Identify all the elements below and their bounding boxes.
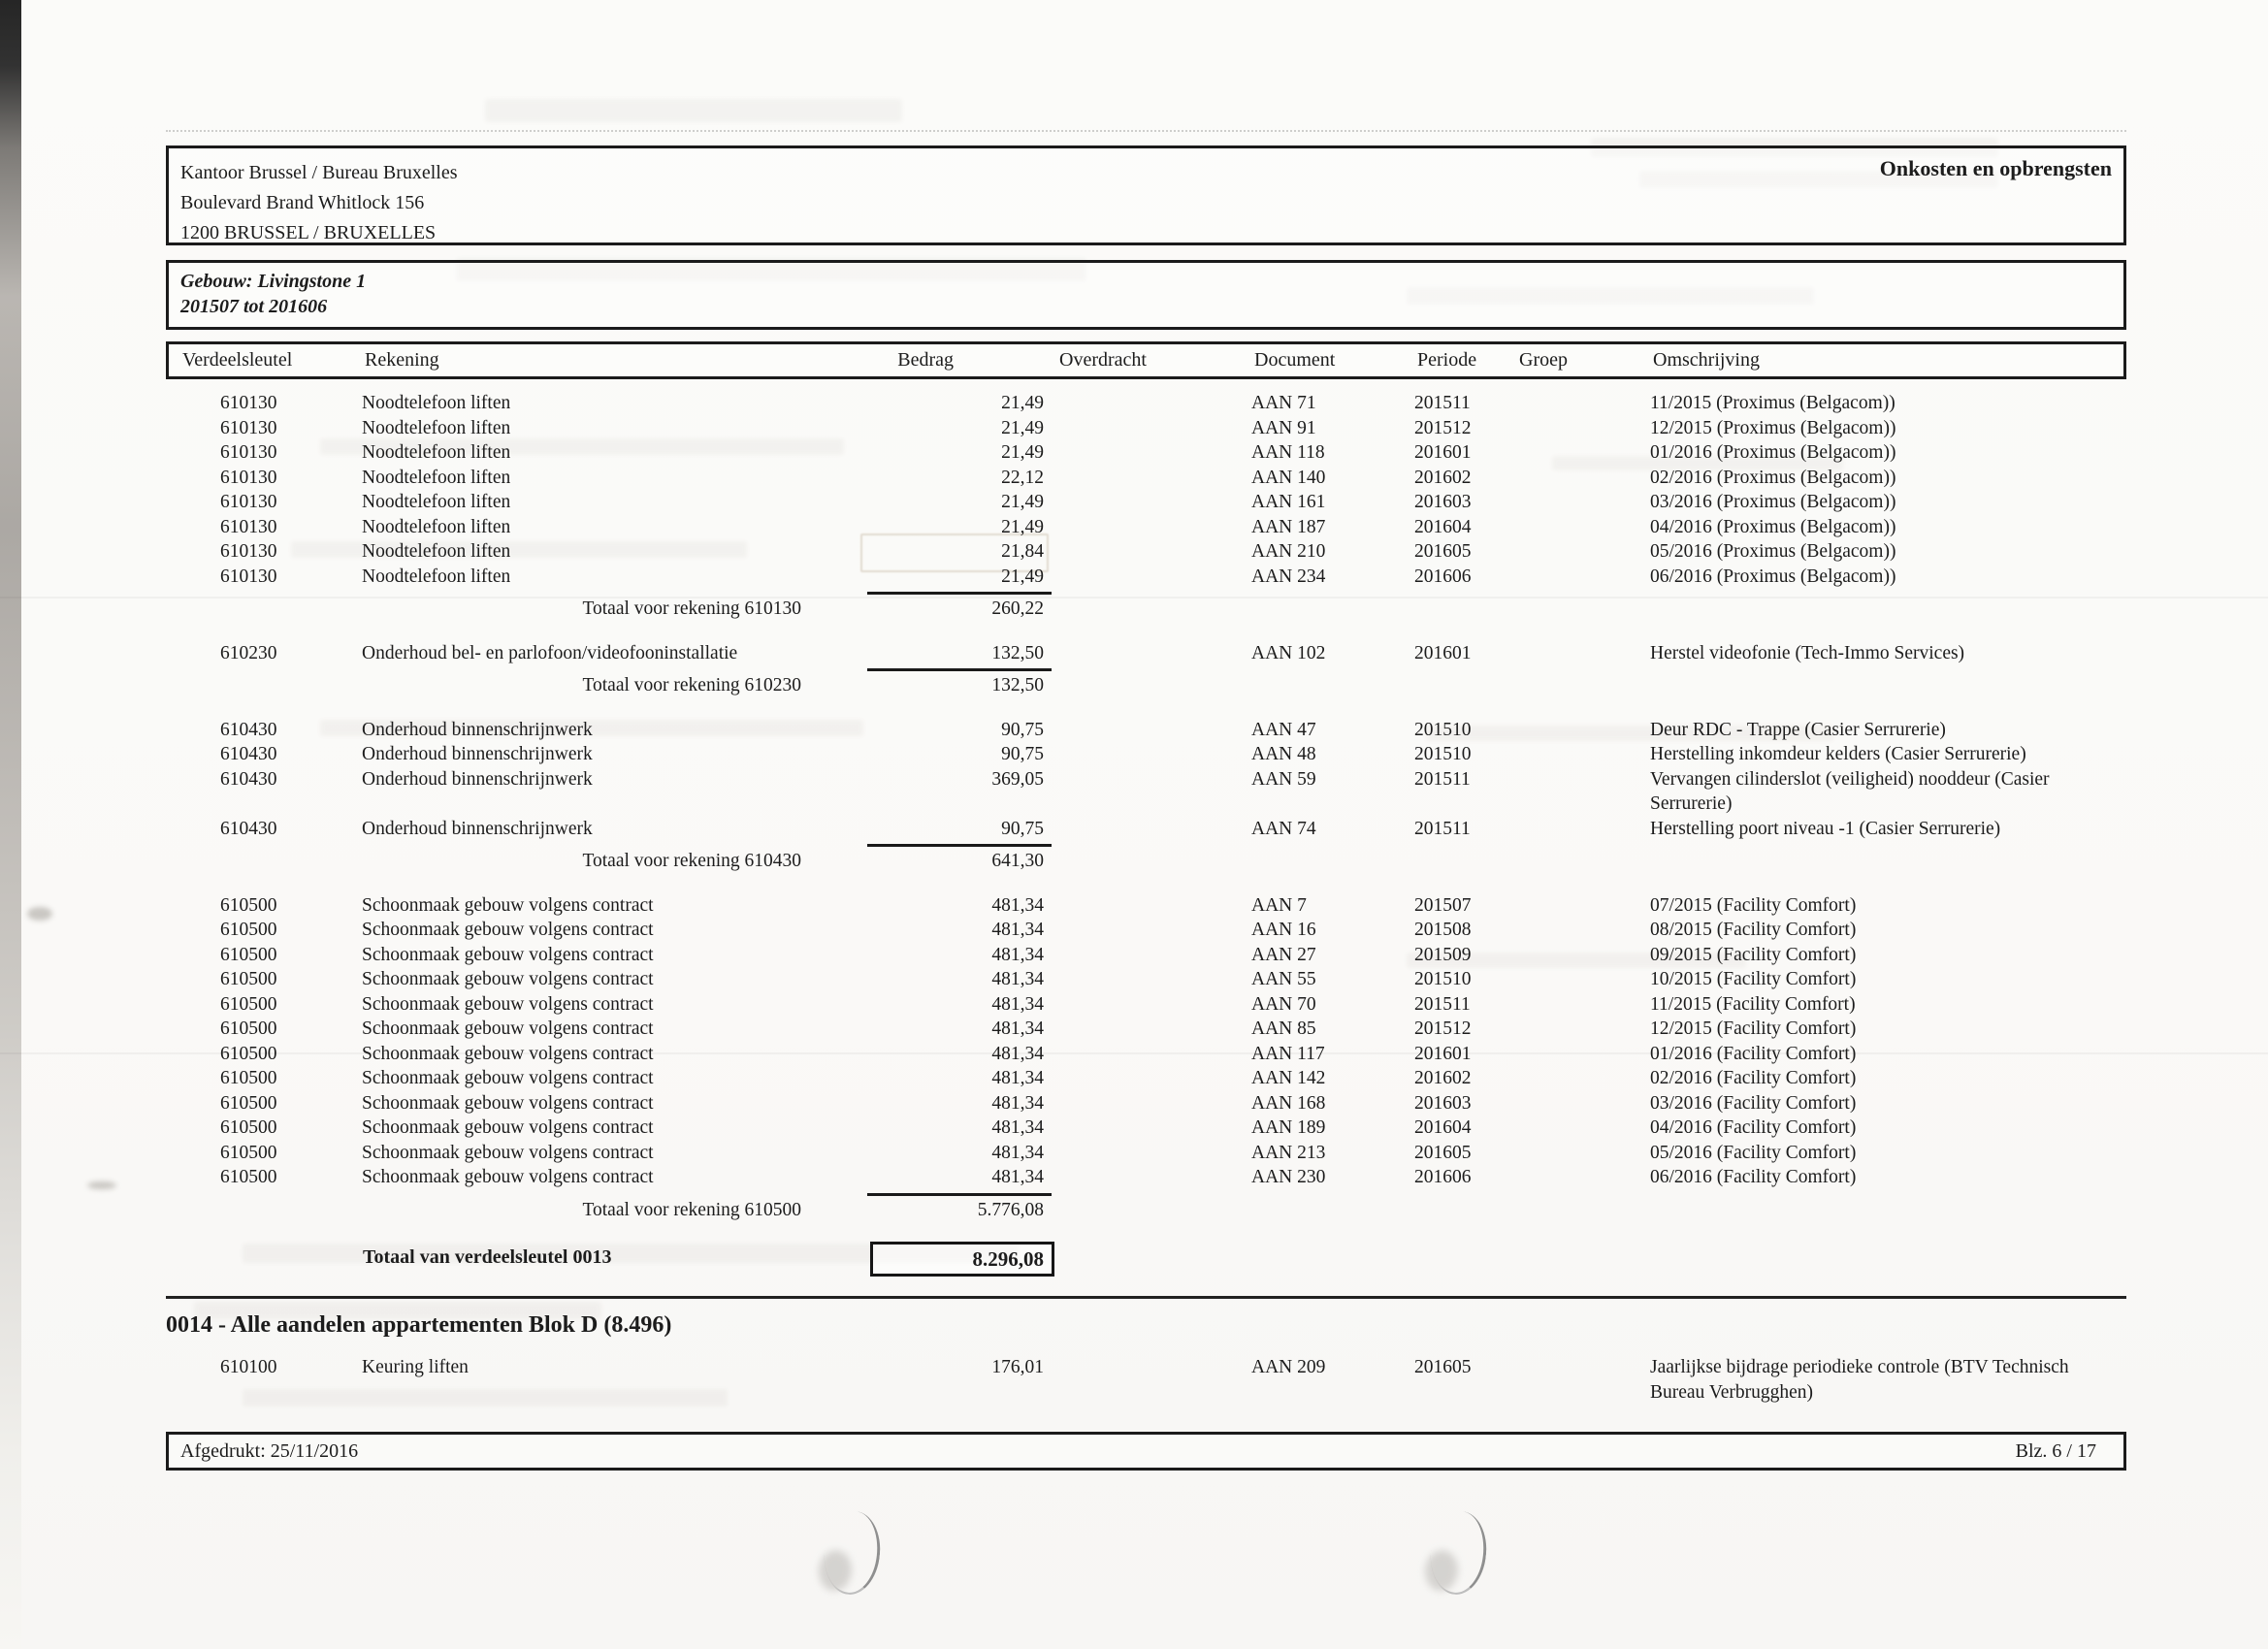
cell-periode: 201605 [1414, 1142, 1472, 1163]
table-row [166, 1165, 2126, 1190]
cell-document: AAN 209 [1251, 1357, 1326, 1377]
table-row [166, 515, 2126, 540]
cell-verdeelsleutel: 610500 [220, 944, 277, 965]
cell-groep [1516, 817, 1650, 842]
column-header-bedrag: Bedrag [897, 349, 954, 371]
cell-periode: 201605 [1414, 1357, 1472, 1377]
cell-groep [1516, 416, 1650, 441]
cell-omschrijving: Vervangen cilinderslot (veiligheid) nooddeur (Casier Serrurerie) [1650, 768, 2050, 814]
table-row [166, 391, 2126, 416]
column-header-omschrijving: Omschrijving [1653, 349, 1760, 371]
cell-document: AAN 234 [1251, 566, 1326, 587]
office-line-3: 1200 BRUSSEL / BRUXELLES [180, 222, 437, 243]
account-group [166, 641, 2126, 698]
cell-periode: 201508 [1414, 920, 1472, 940]
cell-overdracht [1044, 1116, 1251, 1141]
cell-groep [1516, 943, 1650, 968]
cell-omschrijving: 05/2016 (Facility Comfort) [1650, 1142, 1857, 1163]
cell-overdracht [1044, 440, 1251, 466]
cell-rekening: Noodtelefoon liften [362, 516, 511, 537]
cell-overdracht [1044, 515, 1251, 540]
cell-document: AAN 118 [1251, 442, 1325, 463]
cell-groep [1516, 1165, 1650, 1190]
cell-verdeelsleutel: 610500 [220, 920, 277, 940]
cell-groep [1516, 515, 1650, 540]
cell-document: AAN 70 [1251, 993, 1316, 1015]
cell-omschrijving: 11/2015 (Facility Comfort) [1650, 993, 1856, 1015]
column-header-rekening: Rekening [365, 349, 439, 371]
cell-groep [1516, 1141, 1650, 1166]
cell-omschrijving: Herstel videofonie (Tech-Immo Services) [1650, 642, 1965, 663]
cell-rekening: Onderhoud binnenschrijnwerk [362, 818, 593, 839]
cell-document: AAN 213 [1251, 1142, 1326, 1163]
cell-groep [1516, 466, 1650, 491]
document-content [166, 0, 2126, 1405]
cell-omschrijving: 10/2015 (Facility Comfort) [1650, 969, 1857, 989]
cell-bedrag: 481,34 [991, 1167, 1044, 1187]
cell-groep [1516, 1116, 1650, 1141]
cell-verdeelsleutel: 610500 [220, 1142, 277, 1163]
page-number: Blz. 6 / 17 [2015, 1439, 2096, 1462]
table-row [166, 718, 2126, 743]
cell-periode: 201601 [1414, 1043, 1472, 1064]
cell-groep [1516, 893, 1650, 919]
table-row [166, 767, 2126, 817]
section-divider [166, 1296, 2126, 1299]
cell-verdeelsleutel: 610430 [220, 719, 277, 740]
cell-verdeelsleutel: 610430 [220, 744, 277, 764]
cell-periode: 201510 [1414, 719, 1472, 740]
cell-groep [1516, 539, 1650, 565]
cell-rekening: Onderhoud bel- en parlofoon/videofooninstallatie [362, 642, 738, 663]
cell-rekening: Schoonmaak gebouw volgens contract [362, 993, 654, 1015]
cell-groep [1516, 440, 1650, 466]
cell-bedrag: 176,01 [991, 1357, 1044, 1377]
cell-document: AAN 140 [1251, 467, 1326, 488]
cell-bedrag: 481,34 [991, 920, 1044, 940]
account-total-row [166, 597, 2126, 622]
cell-rekening: Schoonmaak gebouw volgens contract [362, 1018, 654, 1039]
cell-omschrijving: Jaarlijkse bijdrage periodieke controle (BTV Technisch Bureau Verbrugghen) [1650, 1357, 2069, 1403]
column-header-groep: Groep [1519, 349, 1568, 371]
cell-omschrijving: 09/2015 (Facility Comfort) [1650, 944, 1857, 965]
table-row [166, 742, 2126, 767]
cell-verdeelsleutel: 610130 [220, 442, 277, 463]
report-period: 201507 tot 201606 [180, 296, 328, 317]
cell-periode: 201509 [1414, 944, 1472, 965]
cell-bedrag: 21,49 [1001, 492, 1044, 512]
cell-overdracht [1044, 1165, 1251, 1190]
column-header-overdracht: Overdracht [1059, 349, 1147, 371]
account-total-value: 5.776,08 [977, 1199, 1044, 1220]
cell-omschrijving: 08/2015 (Facility Comfort) [1650, 920, 1857, 940]
cell-omschrijving: 01/2016 (Proximus (Belgacom)) [1650, 442, 1896, 463]
cell-document: AAN 117 [1251, 1043, 1325, 1064]
cell-periode: 201606 [1414, 566, 1472, 587]
cell-rekening: Schoonmaak gebouw volgens contract [362, 1117, 654, 1138]
cell-bedrag: 481,34 [991, 969, 1044, 989]
cell-verdeelsleutel: 610430 [220, 818, 277, 839]
section-0014-title: 0014 - Alle aandelen appartementen Blok D (8.496) [166, 1312, 672, 1338]
cell-document: AAN 168 [1251, 1092, 1326, 1114]
cell-bedrag: 481,34 [991, 1068, 1044, 1088]
sum-rule [867, 592, 1052, 595]
section-0014-rows [166, 1355, 2126, 1405]
table-row [166, 539, 2126, 565]
office-address [169, 148, 2123, 248]
cell-periode: 201606 [1414, 1167, 1472, 1187]
cell-verdeelsleutel: 610500 [220, 969, 277, 989]
cell-overdracht [1044, 466, 1251, 491]
account-total-label: Totaal voor rekening 610230 [582, 675, 801, 695]
cell-rekening: Onderhoud binnenschrijnwerk [362, 744, 593, 764]
cell-omschrijving: 05/2016 (Proximus (Belgacom)) [1650, 541, 1896, 562]
cell-omschrijving: 12/2015 (Proximus (Belgacom)) [1650, 417, 1896, 438]
cell-omschrijving: 04/2016 (Proximus (Belgacom)) [1650, 516, 1896, 537]
cell-bedrag: 21,49 [1001, 442, 1044, 463]
hole-punch-artifact [1427, 1508, 1491, 1597]
cell-verdeelsleutel: 610130 [220, 516, 277, 537]
cell-groep [1516, 641, 1650, 666]
table-row [166, 466, 2126, 491]
account-total-row [166, 673, 2126, 698]
cell-overdracht [1044, 1017, 1251, 1042]
cell-verdeelsleutel: 610130 [220, 541, 277, 562]
cell-document: AAN 230 [1251, 1167, 1326, 1187]
grand-total-row [166, 1242, 2126, 1277]
cell-omschrijving: 02/2016 (Facility Comfort) [1650, 1068, 1857, 1088]
cell-omschrijving: Herstelling poort niveau -1 (Casier Serrurerie) [1650, 818, 2001, 839]
cell-document: AAN 161 [1251, 492, 1326, 512]
cell-periode: 201511 [1414, 768, 1471, 790]
cell-document: AAN 74 [1251, 818, 1316, 839]
cell-omschrijving: 06/2016 (Facility Comfort) [1650, 1167, 1857, 1187]
table-row [166, 1066, 2126, 1091]
cell-periode: 201512 [1414, 417, 1472, 438]
cell-omschrijving: 07/2015 (Facility Comfort) [1650, 894, 1857, 916]
cell-verdeelsleutel: 610130 [220, 566, 277, 587]
sum-rule [867, 844, 1052, 847]
cell-periode: 201604 [1414, 1117, 1472, 1138]
cell-bedrag: 21,49 [1001, 417, 1044, 438]
cell-periode: 201511 [1414, 818, 1471, 839]
cell-rekening: Schoonmaak gebouw volgens contract [362, 969, 654, 989]
cell-rekening: Noodtelefoon liften [362, 393, 511, 413]
cell-overdracht [1044, 943, 1251, 968]
cell-groep [1516, 992, 1650, 1018]
account-group [166, 893, 2126, 1223]
cell-omschrijving: 11/2015 (Proximus (Belgacom)) [1650, 393, 1895, 413]
cell-rekening: Onderhoud binnenschrijnwerk [362, 768, 593, 790]
cell-omschrijving: Deur RDC - Trappe (Casier Serrurerie) [1650, 719, 1946, 740]
building-box [166, 260, 2126, 330]
cell-document: AAN 47 [1251, 719, 1316, 740]
cell-groep [1516, 490, 1650, 515]
hole-punch-artifact [821, 1508, 885, 1597]
cell-rekening: Noodtelefoon liften [362, 541, 511, 562]
cell-verdeelsleutel: 610500 [220, 993, 277, 1015]
cell-document: AAN 59 [1251, 768, 1316, 790]
table-row [166, 416, 2126, 441]
report-title: Onkosten en opbrengsten [1879, 156, 2112, 180]
cell-omschrijving: 03/2016 (Proximus (Belgacom)) [1650, 492, 1896, 512]
cell-rekening: Schoonmaak gebouw volgens contract [362, 1092, 654, 1114]
cell-groep [1516, 565, 1650, 590]
cell-verdeelsleutel: 610500 [220, 1018, 277, 1039]
cell-verdeelsleutel: 610130 [220, 417, 277, 438]
column-header-verdeelsleutel: Verdeelsleutel [182, 349, 293, 371]
cell-groep [1516, 1017, 1650, 1042]
cell-omschrijving: Herstelling inkomdeur kelders (Casier Serrurerie) [1650, 744, 2026, 764]
cell-overdracht [1044, 742, 1251, 767]
cell-periode: 201510 [1414, 744, 1472, 764]
table-row [166, 817, 2126, 842]
cell-periode: 201603 [1414, 492, 1472, 512]
cell-rekening: Schoonmaak gebouw volgens contract [362, 894, 654, 916]
cell-document: AAN 27 [1251, 944, 1316, 965]
cell-document: AAN 102 [1251, 642, 1326, 663]
table-row [166, 490, 2126, 515]
cell-overdracht [1044, 1042, 1251, 1067]
cell-rekening: Schoonmaak gebouw volgens contract [362, 1043, 654, 1064]
header-box [166, 146, 2126, 245]
cell-periode: 201604 [1414, 516, 1472, 537]
cell-verdeelsleutel: 610130 [220, 467, 277, 488]
cell-verdeelsleutel: 610130 [220, 492, 277, 512]
cell-bedrag: 90,75 [1001, 719, 1044, 740]
cell-groep [1516, 918, 1650, 943]
cell-periode: 201511 [1414, 993, 1471, 1015]
column-headers [166, 341, 2126, 379]
cell-omschrijving: 01/2016 (Facility Comfort) [1650, 1043, 1857, 1064]
column-header-document: Document [1254, 349, 1336, 371]
cell-rekening: Noodtelefoon liften [362, 492, 511, 512]
account-total-value: 641,30 [991, 851, 1044, 871]
table-row [166, 1091, 2126, 1116]
cell-document: AAN 142 [1251, 1068, 1326, 1088]
cell-document: AAN 187 [1251, 516, 1326, 537]
cell-bedrag: 21,49 [1001, 566, 1044, 587]
cell-omschrijving: 04/2016 (Facility Comfort) [1650, 1117, 1857, 1138]
cell-periode: 201510 [1414, 969, 1472, 989]
cell-overdracht [1044, 490, 1251, 515]
cell-verdeelsleutel: 610430 [220, 768, 277, 790]
table-row [166, 893, 2126, 919]
cell-periode: 201602 [1414, 467, 1472, 488]
cell-document: AAN 71 [1251, 393, 1316, 413]
cell-document: AAN 210 [1251, 541, 1326, 562]
cell-verdeelsleutel: 610100 [220, 1357, 277, 1377]
table-row [166, 1042, 2126, 1067]
table-row [166, 1116, 2126, 1141]
cell-periode: 201602 [1414, 1068, 1472, 1088]
cell-overdracht [1044, 918, 1251, 943]
cell-bedrag: 90,75 [1001, 744, 1044, 764]
cell-bedrag: 21,49 [1001, 516, 1044, 537]
cell-overdracht [1044, 1091, 1251, 1116]
account-total-row [166, 1198, 2126, 1223]
account-total-label: Totaal voor rekening 610130 [582, 598, 801, 619]
scan-smudge [27, 907, 52, 921]
cell-rekening: Noodtelefoon liften [362, 467, 511, 488]
cell-overdracht [1044, 1355, 1251, 1405]
table-row [166, 967, 2126, 992]
sum-rule [867, 1193, 1052, 1196]
cell-periode: 201507 [1414, 894, 1472, 916]
cell-bedrag: 21,49 [1001, 393, 1044, 413]
cell-periode: 201512 [1414, 1018, 1472, 1039]
grand-total-value-box [870, 1242, 1054, 1277]
ledger-groups [166, 391, 2126, 1222]
cell-omschrijving: 12/2015 (Facility Comfort) [1650, 1018, 1857, 1039]
office-line-1: Kantoor Brussel / Bureau Bruxelles [180, 162, 458, 183]
table-row [166, 943, 2126, 968]
footer-bar [166, 1432, 2126, 1471]
cell-rekening: Schoonmaak gebouw volgens contract [362, 1167, 654, 1187]
cell-bedrag: 481,34 [991, 1092, 1044, 1114]
cell-bedrag: 481,34 [991, 1142, 1044, 1163]
cell-periode: 201601 [1414, 642, 1472, 663]
cell-verdeelsleutel: 610130 [220, 393, 277, 413]
table-row [166, 641, 2126, 666]
cell-periode: 201603 [1414, 1092, 1472, 1114]
cell-overdracht [1044, 565, 1251, 590]
cell-bedrag: 481,34 [991, 993, 1044, 1015]
table-row [166, 1355, 2126, 1405]
table-row [166, 992, 2126, 1018]
grand-total-value: 8.296,08 [972, 1247, 1044, 1271]
cell-overdracht [1044, 391, 1251, 416]
cell-rekening: Noodtelefoon liften [362, 566, 511, 587]
scan-smudge [87, 1181, 116, 1189]
cell-rekening: Schoonmaak gebouw volgens contract [362, 1068, 654, 1088]
cell-rekening: Keuring liften [362, 1357, 469, 1377]
scan-edge-artifact [0, 0, 21, 1649]
cell-groep [1516, 1066, 1650, 1091]
cell-bedrag: 21,84 [1001, 541, 1044, 562]
cell-rekening: Schoonmaak gebouw volgens contract [362, 944, 654, 965]
cell-groep [1516, 1091, 1650, 1116]
account-total-label: Totaal voor rekening 610500 [582, 1199, 801, 1220]
cell-groep [1516, 967, 1650, 992]
table-row [166, 1017, 2126, 1042]
cell-periode: 201601 [1414, 442, 1472, 463]
account-total-value: 260,22 [991, 598, 1044, 619]
account-group [166, 718, 2126, 874]
cell-document: AAN 55 [1251, 969, 1316, 989]
cell-groep [1516, 742, 1650, 767]
cell-bedrag: 481,34 [991, 1117, 1044, 1138]
cell-document: AAN 85 [1251, 1018, 1316, 1039]
cell-groep [1516, 718, 1650, 743]
cell-rekening: Onderhoud binnenschrijnwerk [362, 719, 593, 740]
cell-bedrag: 481,34 [991, 1043, 1044, 1064]
cell-overdracht [1044, 416, 1251, 441]
cell-overdracht [1044, 967, 1251, 992]
cell-overdracht [1044, 1066, 1251, 1091]
cell-verdeelsleutel: 610500 [220, 1117, 277, 1138]
cell-bedrag: 481,34 [991, 894, 1044, 916]
cell-rekening: Noodtelefoon liften [362, 417, 511, 438]
cell-bedrag: 90,75 [1001, 818, 1044, 839]
cell-bedrag: 132,50 [991, 642, 1044, 663]
cell-overdracht [1044, 539, 1251, 565]
cell-overdracht [1044, 767, 1251, 817]
cell-bedrag: 481,34 [991, 944, 1044, 965]
cell-overdracht [1044, 1141, 1251, 1166]
cell-document: AAN 48 [1251, 744, 1316, 764]
cell-overdracht [1044, 641, 1251, 666]
cell-periode: 201605 [1414, 541, 1472, 562]
cell-document: AAN 7 [1251, 894, 1307, 916]
table-row [166, 1141, 2126, 1166]
column-header-periode: Periode [1417, 349, 1477, 371]
cell-groep [1516, 1042, 1650, 1067]
cell-document: AAN 91 [1251, 417, 1316, 438]
cell-bedrag: 481,34 [991, 1018, 1044, 1039]
cell-overdracht [1044, 817, 1251, 842]
building-name: Gebouw: Livingstone 1 [180, 271, 367, 292]
account-total-label: Totaal voor rekening 610430 [582, 851, 801, 871]
cell-overdracht [1044, 893, 1251, 919]
cell-overdracht [1044, 992, 1251, 1018]
account-total-row [166, 849, 2126, 874]
account-total-value: 132,50 [991, 675, 1044, 695]
table-row [166, 565, 2126, 590]
cell-verdeelsleutel: 610500 [220, 1043, 277, 1064]
cell-document: AAN 16 [1251, 920, 1316, 940]
cell-groep [1516, 391, 1650, 416]
office-line-2: Boulevard Brand Whitlock 156 [180, 192, 425, 213]
cell-rekening: Schoonmaak gebouw volgens contract [362, 920, 654, 940]
cell-omschrijving: 02/2016 (Proximus (Belgacom)) [1650, 467, 1896, 488]
cell-document: AAN 189 [1251, 1117, 1326, 1138]
table-row [166, 440, 2126, 466]
account-group [166, 391, 2126, 622]
cell-verdeelsleutel: 610500 [220, 1167, 277, 1187]
table-row [166, 918, 2126, 943]
cell-groep [1516, 1355, 1650, 1405]
cell-bedrag: 369,05 [991, 768, 1044, 790]
cell-periode: 201511 [1414, 393, 1471, 413]
cell-verdeelsleutel: 610500 [220, 1092, 277, 1114]
cell-rekening: Noodtelefoon liften [362, 442, 511, 463]
cell-omschrijving: 06/2016 (Proximus (Belgacom)) [1650, 566, 1896, 587]
cell-verdeelsleutel: 610230 [220, 642, 277, 663]
cell-bedrag: 22,12 [1001, 467, 1044, 488]
grand-total-label: Totaal van verdeelsleutel 0013 [363, 1246, 612, 1268]
cell-overdracht [1044, 718, 1251, 743]
cell-omschrijving: 03/2016 (Facility Comfort) [1650, 1092, 1857, 1114]
printed-date: Afgedrukt: 25/11/2016 [180, 1439, 359, 1462]
cell-verdeelsleutel: 610500 [220, 1068, 277, 1088]
cell-verdeelsleutel: 610500 [220, 894, 277, 916]
cell-groep [1516, 767, 1650, 817]
cell-rekening: Schoonmaak gebouw volgens contract [362, 1142, 654, 1163]
sum-rule [867, 668, 1052, 671]
